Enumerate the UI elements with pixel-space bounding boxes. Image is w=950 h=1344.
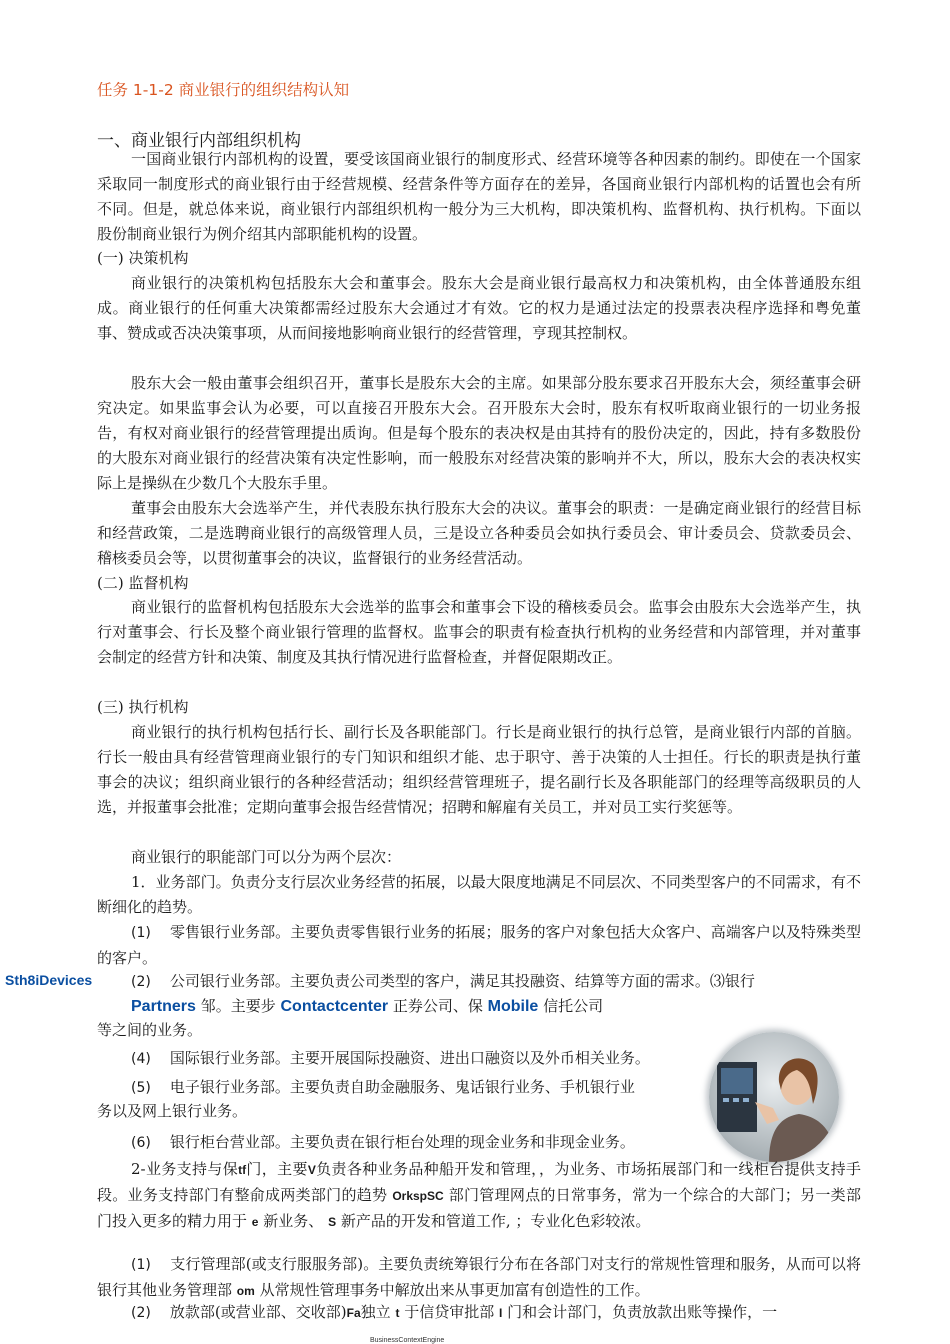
task-title: 任务 1-1-2 商业银行的组织结构认知: [97, 81, 350, 99]
list-item-business-departments: 1．业务部门。负责分支行层次业务经营的拓展，以最大限度地满足不同层次、不同类型客户的不同需求，有不断细化的趋势。: [97, 873, 861, 916]
list-item-ebanking-cont: 务以及网上银行业务。: [97, 1102, 248, 1120]
list-item-counter: (6) 银行柜台营业部。主要负责在银行柜台处理的现金业务和非现金业务。: [131, 1133, 635, 1151]
overlay-line: Partners 邹。主要步 Contactcenter 正券公司、保 Mobile 信托公司: [131, 997, 604, 1015]
list-item-branch-management: (1) 支行管理部(或支行服服务部)。主要负责统筹银行分布在各部门对支行的常规性管理和服务，从而可以将银行其他业务管理部 om 从常规性管理事务中解放出来从事更加富有创造性的工作。: [97, 1255, 861, 1299]
footer-caption: BusinessContextEngine: [370, 1337, 445, 1344]
paragraph-supervision: 商业银行的监督机构包括股东大会选举的监事会和董事会下设的稽核委员会。监事会由股东大会选举产生，执行对董事会、行长及整个商业银行管理的监督权。监事会的职责有检查执行机构的业务经营和内部管理，并对董事会制定的经营方针和决策、制度及其执行情况进行监督检查，并督促限期改正。: [97, 598, 861, 666]
paragraph-departments: 商业银行的职能部门可以分为两个层次：: [131, 848, 402, 866]
paragraph-decision-3: 董事会由股东大会选举产生，并代表股东执行股东大会的决议。董事会的职责：一是确定商业银行的经营目标和经营政策，二是选聘商业银行的高级管理人员，三是设立各种委员会如执行委员会、审计委员会、贷款委员会、稽核委员会等，以贯彻董事会的决议，监督银行的业务经营活动。: [97, 499, 861, 567]
paragraph-decision-2: 股东大会一般由董事会组织召开，董事长是股东大会的主席。如果部分股东要求召开股东大会，须经董事会研究决定。如果监事会认为必要，可以直接召开股东大会。召开股东大会时，股东有权听取商业银行的一切业务报告，有权对商业银行的经营管理提出质询。但是每个股东的表决权是由其持有的股份决定的，因此，持有多数股份的大股东对商业银行的经营决策有决定性影响，而一般股东对经营决策的影响并不大，所以，股东大会的表决权实际上是操纵在少数几个大股东手里。: [97, 374, 861, 492]
list-item-retail: (1) 零售银行业务部。主要负责零售银行业务的拓展；服务的客户对象包括大众客户、高端客户以及特殊类型的客户。: [97, 923, 861, 967]
list-item-lending: (2) 放款部(或营业部、交收部)Fa独立 t 于信贷审批部 I 门和会计部门，负责放款出账等操作，一: [131, 1303, 778, 1321]
paragraph-decision-1: 商业银行的决策机构包括股东大会和董事会。股东大会是商业银行最高权力和决策机构，由全体普通股东组成。商业银行的任何重大决策都需经过股东大会通过才有效。它的权力是通过法定的投票表决程序选择和粤免董事、赞成或否决决策事项，从而间接地影响商业银行的经营管理，亨现其控制权。: [97, 274, 861, 342]
subsection-decision: (一) 决策机构: [97, 249, 189, 267]
subsection-execution: (三) 执行机构: [97, 698, 189, 716]
overlay-text-devices: Sth8iDevices: [5, 972, 93, 988]
woman-photo: [709, 1032, 839, 1162]
intro-paragraph: 一国商业银行内部机构的设置，要受该国商业银行的制度形式、经营环境等各种因素的制约。即使在一个国家采取同一制度形式的商业银行由于经营规模、经营条件等方面存在的差异，各国商业银行内部机构的话置也会有所不同。但是，就总体来说，商业银行内部组织机构一般分为三大机构，即决策机构、监督机构、执行机构。下面以股份制商业银行为例介绍其内部职能机构的设置。: [97, 150, 861, 243]
subsection-supervision: (二) 监督机构: [97, 574, 189, 592]
section-heading: 一、商业银行内部组织机构: [97, 131, 301, 151]
list-item-corporate: (2) 公司银行业务部。主要负责公司类型的客户，满足其投融资、结算等方面的需求。⑶银行: [131, 972, 755, 990]
list-item-international: (4) 国际银行业务部。主要开展国际投融资、进出口融资以及外币相关业务。: [131, 1049, 650, 1067]
woman-with-screen-illustration: [709, 1032, 839, 1162]
list-item-ebanking: (5) 电子银行业务部。主要负责自助金融服务、鬼话银行业务、手机银行业: [131, 1078, 635, 1096]
list-item-support-departments: 2-业务支持与保tf门，主要V负责各种业务品种船开发和管理，，为业务、市场拓展部门和一线柜台提供支持手段。业务支持部门有整俞成两类部门的趋势 OrkspSC 部门管理网点的日常事务，常为一个综合的大部门；另一类部门投入更多的精力用于 e 新业务、 S 新产品的开发和管道工作, ；专业化色彩较浓。: [97, 1160, 861, 1230]
continuation-line: 等之间的业务。: [97, 1021, 203, 1039]
paragraph-execution: 商业银行的执行机构包括行长、副行长及各职能部门。行长是商业银行的执行总管，是商业银行内部的首脑。行长一般由具有经营管理商业银行的专门知识和组织才能、忠于职守、善于决策的人士担任。行长的职责是执行董事会的决议；组织商业银行的各种经营活动；组织经营管理班子，提名副行长及各职能部门的经理等高级职员的人选，并报董事会批准；定期向董事会报告经营情况；招聘和解雇有关员工，并对员工实行奖惩等。: [97, 723, 861, 816]
